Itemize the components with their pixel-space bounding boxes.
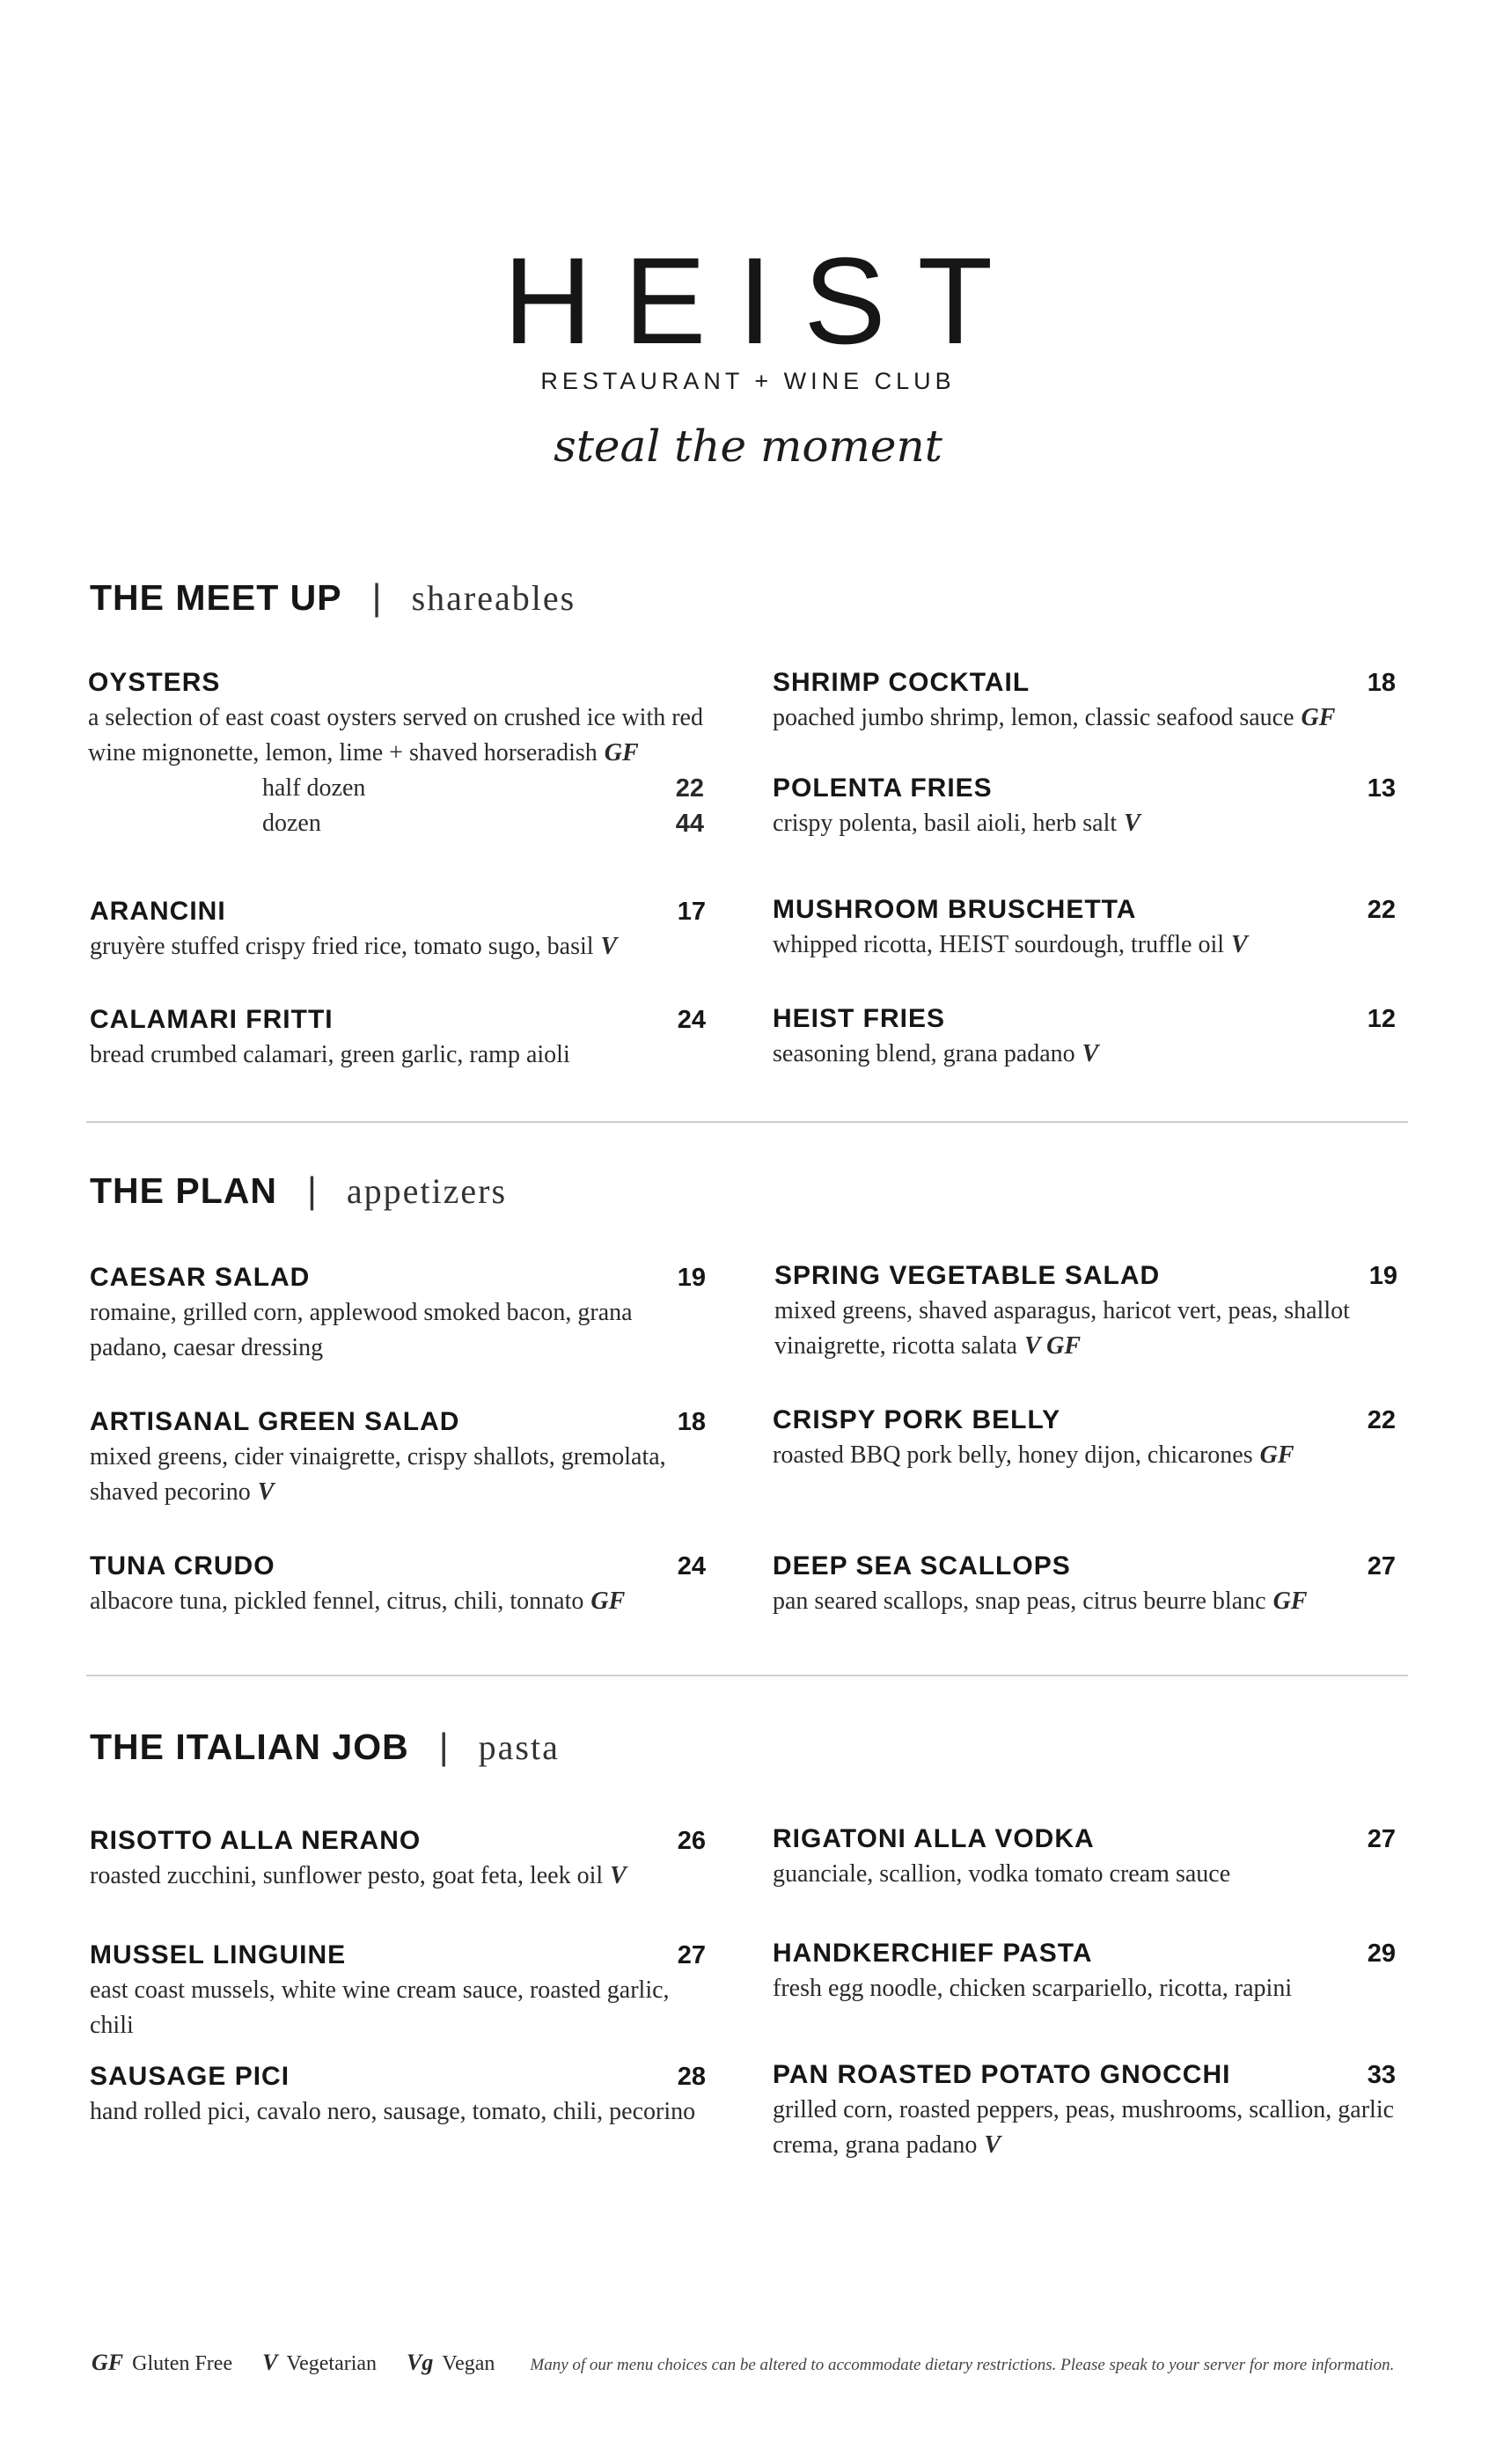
menu-item-sausage-pici [90,2061,706,2130]
dietary-tag: V [257,1478,275,1506]
menu-item-artisanal-green-salad [90,1406,706,1510]
item-description: east coast mussels, white wine cream sauce, roasted garlic, chili [90,1976,670,2039]
item-description: hand rolled pici, cavalo nero, sausage, tomato, chili, pecorino [90,2098,696,2125]
menu-item-tuna-crudo [90,1551,706,1619]
item-name: TUNA CRUDO [90,1551,275,1580]
menu-item-mushroom-bruschetta [773,894,1396,963]
item-description: whipped ricotta, HEIST sourdough, truffle oil V [773,931,1248,958]
item-name: ARTISANAL GREEN SALAD [90,1407,460,1436]
item-description: gruyère stuffed crispy fried rice, tomato sugo, basil V [90,933,618,960]
item-name: SPRING VEGETABLE SALAD [774,1261,1161,1290]
item-price: 29 [1367,1940,1396,1968]
item-description: mixed greens, shaved asparagus, haricot vert, peas, shallot vinaigrette, ricotta salata V GF [774,1297,1350,1360]
legend-label: Vegan [442,2352,495,2375]
section-heading-italian-job [90,1728,560,1765]
dietary-tag: V GF [1023,1332,1082,1360]
legend-key-vegetarian: V [262,2350,278,2375]
restaurant-logo: HEIST [502,231,1025,370]
tagline: steal the moment [554,421,942,472]
menu-item-handkerchief-pasta [773,1938,1396,2006]
variant-price: 22 [675,774,704,803]
item-name: CAESAR SALAD [90,1263,311,1292]
variant-label: dozen [262,810,321,837]
item-name: PAN ROASTED POTATO GNOCCHI [773,2060,1231,2089]
section-divider-line [86,1675,1408,1676]
legend-key-gluten-free: GF [92,2350,124,2375]
section-title: THE MEET UP [90,577,342,618]
section-divider: | [438,1726,449,1767]
menu-item-mussel-linguine [90,1940,706,2043]
item-name: HANDKERCHIEF PASTA [773,1939,1093,1968]
dietary-tag: V [984,2131,1001,2159]
legend-label: Gluten Free [132,2352,233,2375]
section-subtitle: shareables [411,578,576,618]
menu-item-deep-sea-scallops [773,1551,1396,1619]
section-divider: | [371,576,382,618]
item-variant [88,806,704,841]
item-name: MUSSEL LINGUINE [90,1940,347,1969]
dietary-tag: V [610,1862,627,1889]
item-name: OYSTERS [88,668,221,697]
item-price: 19 [1368,1262,1397,1290]
item-name: ARANCINI [90,897,226,926]
dietary-tag: GF [604,739,639,766]
section-heading-plan [90,1172,507,1209]
menu-item-arancini [90,896,706,964]
dietary-tag: GF [1259,1441,1294,1469]
item-description: pan seared scallops, snap peas, citrus beurre blanc GF [773,1588,1308,1615]
item-description: seasoning blend, grana padano V [773,1040,1099,1067]
section-divider: | [307,1170,317,1211]
menu-item-heist-fries [773,1003,1396,1072]
item-price: 27 [677,1941,706,1969]
item-name: CRISPY PORK BELLY [773,1405,1061,1434]
section-title: THE PLAN [90,1170,277,1211]
menu-item-shrimp-cocktail [773,667,1396,736]
menu-item-pan-roasted-potato-gnocchi [773,2059,1396,2163]
item-description: romaine, grilled corn, applewood smoked bacon, grana padano, caesar dressing [90,1299,633,1361]
item-description: mixed greens, cider vinaigrette, crispy shallots, gremolata, shaved pecorino V [90,1443,666,1506]
dietary-tag: V [600,933,618,960]
legend-label: Vegetarian [286,2352,378,2375]
item-description: crispy polenta, basil aioli, herb salt V [773,810,1140,837]
dietary-tag: V [1082,1040,1099,1067]
menu-item-calamari-fritti [90,1004,706,1073]
menu-item-risotto-alla-nerano [90,1825,706,1894]
menu-item-oysters [88,667,704,841]
variant-label: half dozen [262,774,366,802]
item-price: 27 [1367,1552,1396,1580]
item-price: 17 [677,898,706,926]
item-price: 18 [677,1408,706,1436]
section-subtitle: appetizers [346,1171,508,1211]
item-price: 19 [677,1264,706,1292]
section-subtitle: pasta [478,1727,560,1767]
item-price: 22 [1367,1406,1396,1434]
dietary-tag: V [1124,810,1140,837]
menu-item-polenta-fries [773,773,1396,841]
item-price: 24 [677,1552,706,1580]
item-name: RISOTTO ALLA NERANO [90,1826,422,1855]
section-divider-line [86,1121,1408,1123]
item-price: 18 [1367,669,1396,697]
item-name: CALAMARI FRITTI [90,1005,334,1034]
item-price: 12 [1367,1005,1396,1033]
item-description: bread crumbed calamari, green garlic, ramp aioli [90,1041,570,1068]
restaurant-subtitle: RESTAURANT + WINE CLUB [540,368,956,394]
item-description: guanciale, scallion, vodka tomato cream sauce [773,1860,1231,1888]
menu-item-spring-vegetable-salad [774,1260,1397,1364]
item-price: 22 [1367,896,1396,924]
item-name: RIGATONI ALLA VODKA [773,1824,1095,1853]
dietary-note: Many of our menu choices can be altered to accommodate dietary restrictions. Please speak to your server for more information. [530,2356,1395,2374]
section-heading-meet-up [90,576,576,618]
item-description: poached jumbo shrimp, lemon, classic seafood sauce GF [773,704,1336,731]
item-description: grilled corn, roasted peppers, peas, mushrooms, scallion, garlic crema, grana padano V [773,2096,1395,2159]
item-name: SAUSAGE PICI [90,2062,290,2091]
item-description: roasted zucchini, sunflower pesto, goat feta, leek oil V [90,1862,627,1889]
item-price: 33 [1367,2061,1396,2089]
legend-key-vegan: Vg [407,2350,434,2375]
item-price: 24 [677,1006,706,1034]
menu-item-crispy-pork-belly [773,1404,1396,1473]
item-price: 27 [1367,1825,1396,1853]
item-name: POLENTA FRIES [773,774,993,803]
item-variant [88,771,704,806]
item-name: DEEP SEA SCALLOPS [773,1551,1071,1580]
dietary-tag: GF [1272,1588,1308,1615]
item-description: roasted BBQ pork belly, honey dijon, chicarones GF [773,1441,1294,1469]
dietary-tag: V [1231,931,1248,958]
dietary-tag: GF [590,1588,626,1615]
item-name: MUSHROOM BRUSCHETTA [773,895,1137,924]
menu-item-rigatoni-alla-vodka [773,1823,1396,1892]
item-description: a selection of east coast oysters served on crushed ice with red wine mignonette, lemon, lime + shaved horseradish GF [88,704,703,766]
item-description: fresh egg noodle, chicken scarpariello, ricotta, rapini [773,1975,1293,2002]
section-title: THE ITALIAN JOB [90,1727,409,1767]
item-name: SHRIMP COCKTAIL [773,668,1030,697]
item-name: HEIST FRIES [773,1004,946,1033]
item-price: 26 [677,1827,706,1855]
menu-item-caesar-salad [90,1262,706,1366]
variant-price: 44 [675,810,704,838]
dietary-legend [92,2350,1412,2376]
item-price: 28 [677,2063,706,2091]
item-price: 13 [1367,774,1396,803]
item-description: albacore tuna, pickled fennel, citrus, chili, tonnato GF [90,1588,626,1615]
dietary-tag: GF [1301,704,1336,731]
